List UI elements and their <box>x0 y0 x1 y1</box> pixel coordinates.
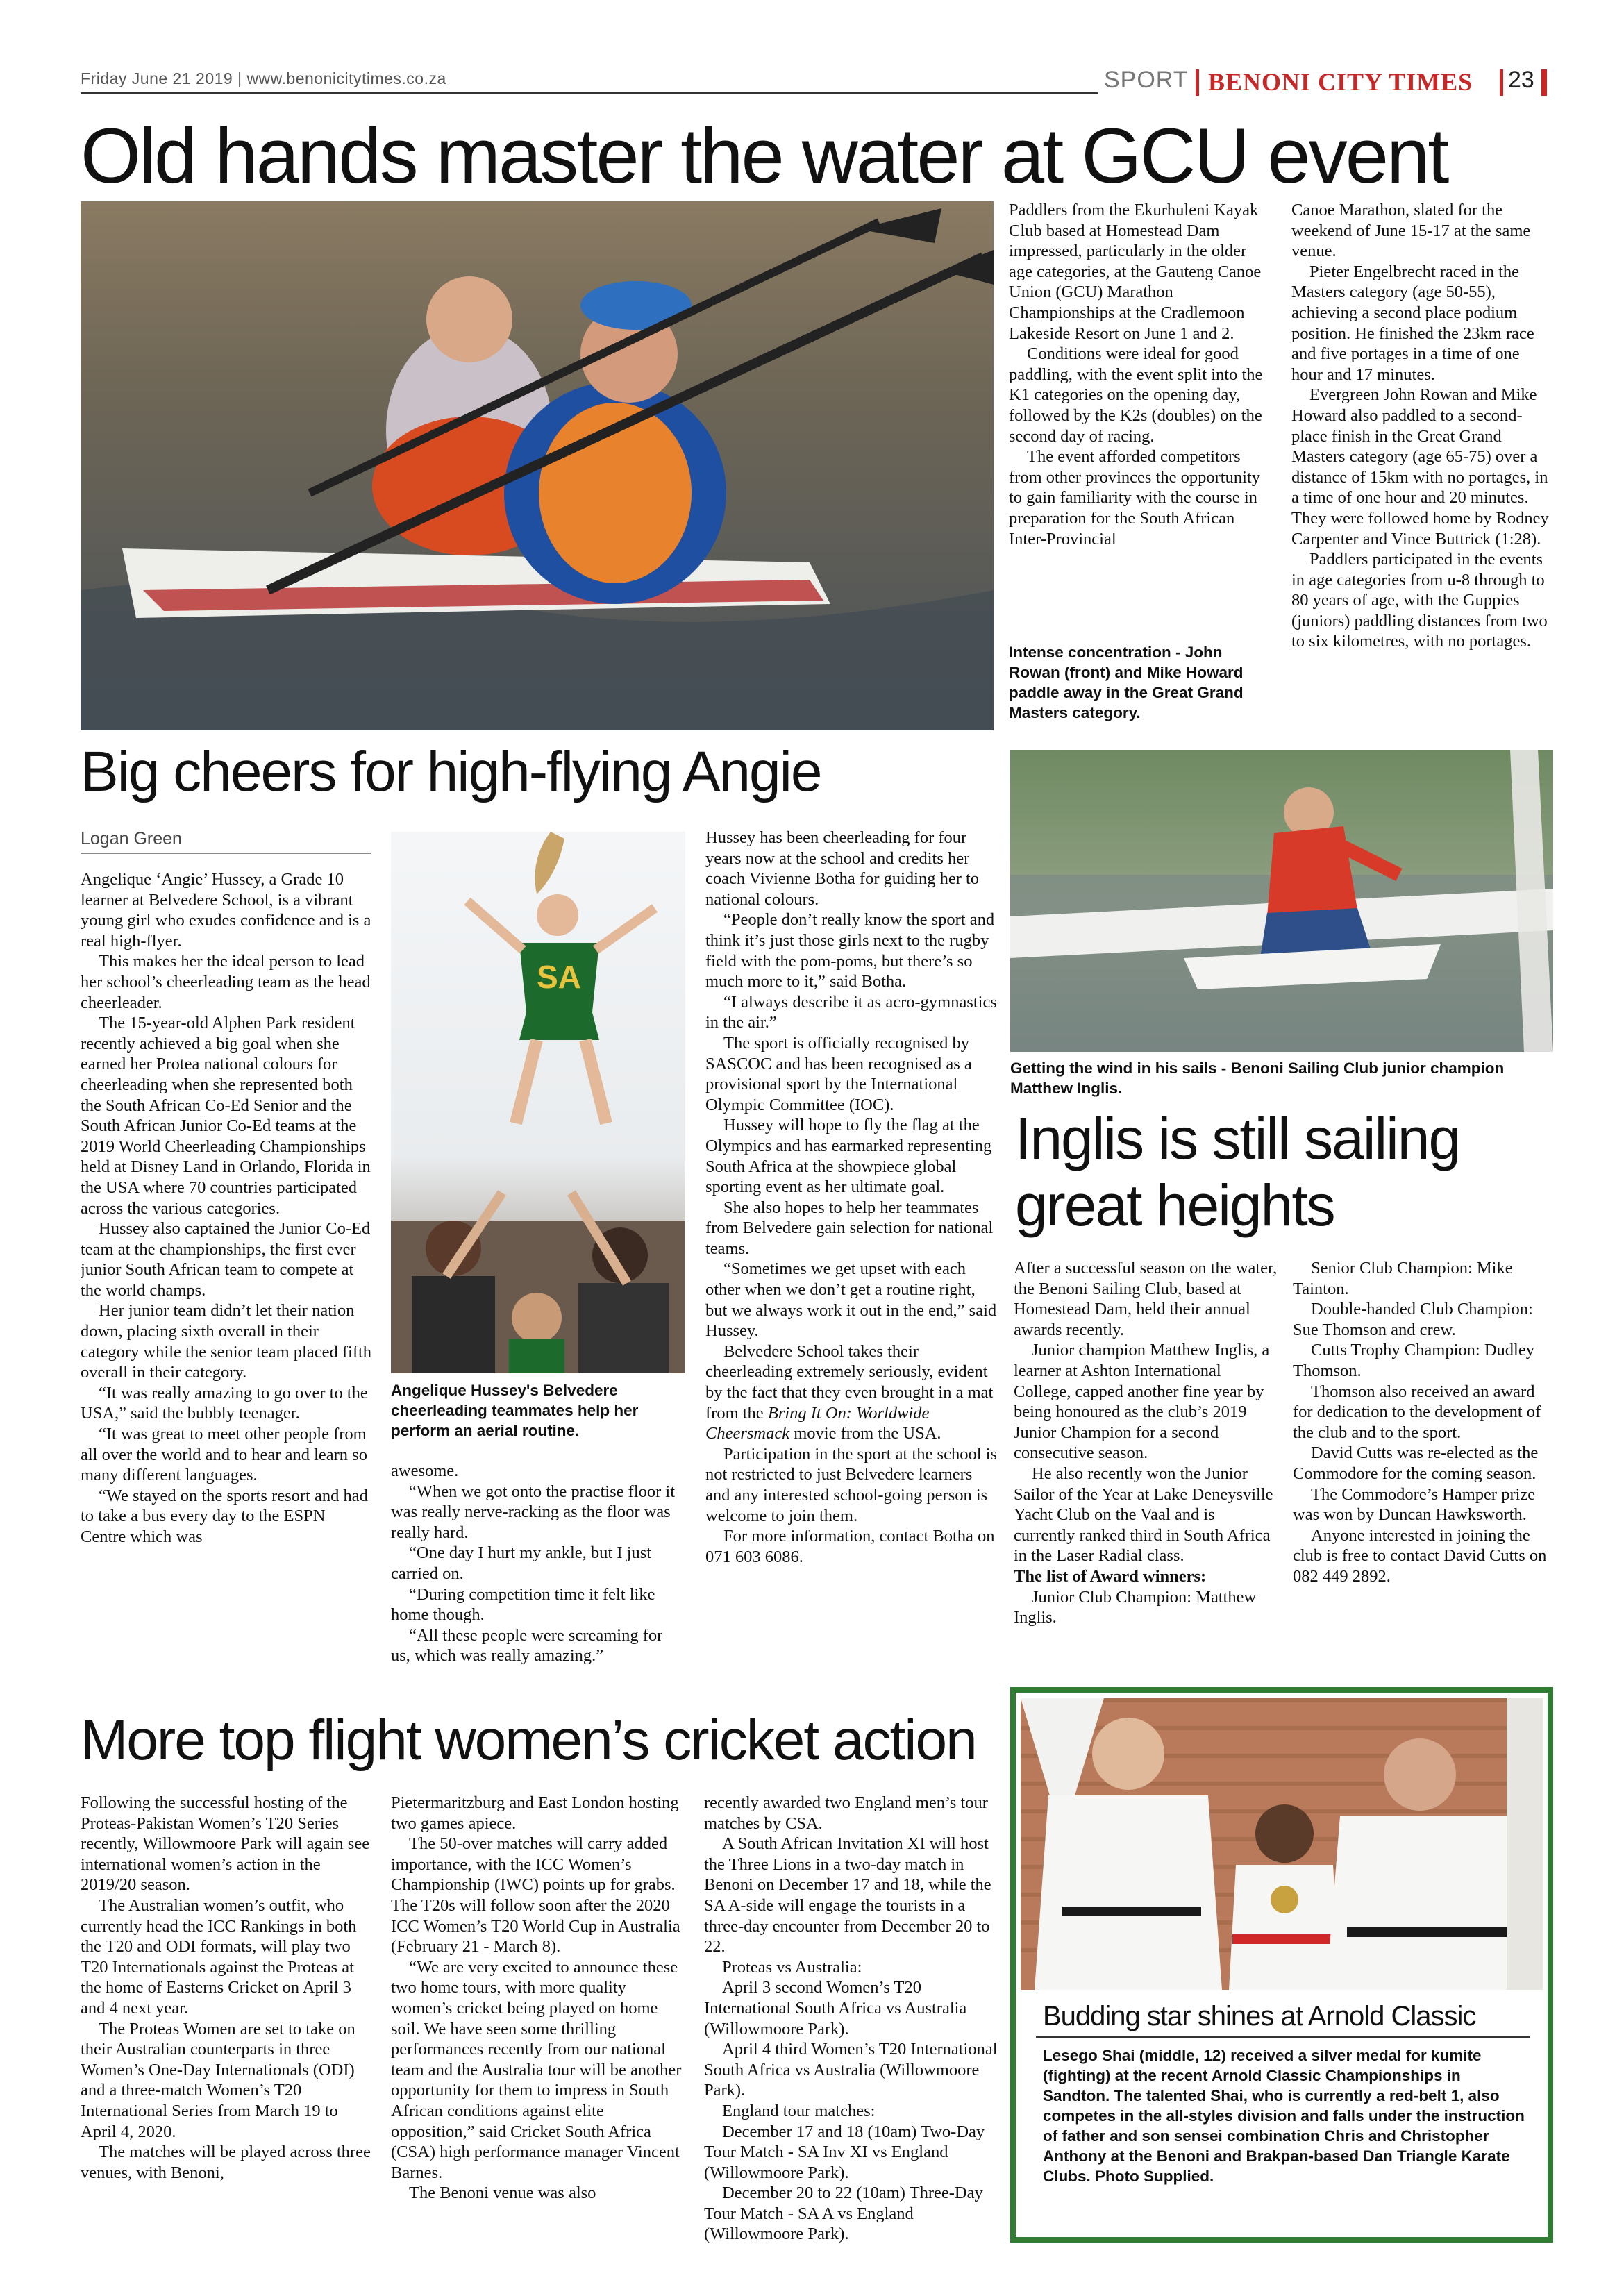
paragraph: “We are very excited to announce these two home tours, with more quality women’s cricket being played on home soil. We have seen some thrilling performances recently from our national team and the Australia tour will be another opportunity for them to impress in South African conditions against elite opposition,” said Cricket South Africa (CSA) high performance manager Vincent Barnes. <box>391 1957 682 2182</box>
cricket-column-1 <box>81 1793 372 2265</box>
paragraph: The 15-year-old Alphen Park resident recently achieved a big goal when she earned her Protea national colours for cheerleading when she represented both the South African Co-Ed Senior and the South African Junior Co-Ed teams at the 2019 World Cheerleading Championships held at Disney Land in Orlando, Florida in the USA where 70 countries participated across the various categories. <box>81 1014 371 1218</box>
inglis-column-1 <box>1014 1258 1278 1675</box>
paragraph: The Commodore’s Hamper prize was won by Duncan Hawksworth. <box>1293 1484 1536 1525</box>
paragraph: For more information, contact Botha on 071 603 6086. <box>705 1527 995 1566</box>
paragraph: “During competition time it felt like home though. <box>391 1584 655 1625</box>
paragraph-text: Belvedere School takes their cheerleading extremely seriously, evident by the fact that they even brought in a mat from the <box>705 1341 994 1423</box>
paragraph: Hussey has been cheerleading for four years now at the school and credits her coach Vivienne Botha for guiding her to national colours. <box>705 828 980 909</box>
paragraph: The 50-over matches will carry added importance, with the ICC Women’s Championship (IWC) points up for grabs. The T20s will follow soon after the 2020 ICC Women’s T20 World Cup in Australia (February 21 - March 8). <box>391 1834 680 1956</box>
angie-column-1 <box>81 869 372 1685</box>
byline: Logan Green <box>81 829 182 848</box>
canoe-column-2 <box>1291 200 1550 735</box>
paragraph: The Benoni venue was also <box>409 2184 596 2203</box>
header-paper-name: BENONI CITY TIMES <box>1208 68 1473 96</box>
paragraph: April 3 second Women’s T20 International South Africa vs Australia (Willowmoore Park). <box>704 1978 967 2038</box>
paragraph: England tour matches: <box>722 2101 876 2120</box>
paragraph: This makes her the ideal person to lead her school’s cheerleading team as the head cheerleader. <box>81 952 371 1012</box>
paragraph: Paddlers from the Ekurhuleni Kayak Club based at Homestead Dam impressed, particularly in the older age categories, at the Gauteng Canoe Union (GCU) Marathon Championships at the Cradlemoon Lakeside Resort on June 1 and 2. <box>1009 201 1262 343</box>
header-section: SPORT <box>1104 67 1189 93</box>
paragraph: Junior Club Champion: Matthew Inglis. <box>1014 1587 1257 1627</box>
paragraph: awesome. <box>391 1461 459 1480</box>
paragraph: “All these people were screaming for us, which was really amazing.” <box>391 1625 663 1666</box>
header-rule <box>81 92 1098 94</box>
inglis-headline: Inglis is still sailing great heights <box>1015 1106 1460 1238</box>
award-list-heading: The list of Award winners: <box>1014 1566 1207 1586</box>
paragraph: Angelique ‘Angie’ Hussey, a Grade 10 learner at Belvedere School, is a vibrant young girl who exudes confidence and is a real high-flyer. <box>81 870 371 950</box>
paragraph: Hussey will hope to fly the flag at the Olympics and has earmarked representing South Africa at the showpiece global sporting event as her ultimate goal. <box>705 1116 992 1197</box>
svg-text:SA: SA <box>537 959 581 995</box>
paragraph: Junior champion Matthew Inglis, a learner at Ashton International College, capped another fine year by being honoured as the club’s 2019 Junior Champion for a second consecutive season. <box>1014 1341 1270 1463</box>
paragraph: “When we got onto the practise floor it was really nerve-racking as the floor was really hard. <box>391 1482 676 1542</box>
karate-box-title: Budding star shines at Arnold Classic <box>1043 2001 1476 2031</box>
paragraph: “I always describe it as acro-gymnastics in the air.” <box>705 992 997 1032</box>
paragraph: David Cutts was re-elected as the Commodore for the coming season. <box>1293 1443 1539 1483</box>
paragraph: He also recently won the Junior Sailor of the Year at Lake Deneysville Yacht Club on the Vaal and is currently ranked third in South Africa in the Laser Radial class. <box>1014 1464 1273 1566</box>
header-date-url: Friday June 21 2019 | www.benonicitytimes.co.za <box>81 69 446 87</box>
paragraph: “It was great to meet other people from all over the world and to hear and learn so many different languages. <box>81 1425 367 1485</box>
karate-box-rule <box>1036 2036 1530 2038</box>
movie-title: Bring It On: Worldwide Cheersmack <box>705 1403 930 1443</box>
kayak-photo-caption: Intense concentration - John Rowan (front) and Mike Howard paddle away in the Great Grand Masters category. <box>1009 644 1244 721</box>
cricket-headline: More top flight women’s cricket action <box>81 1709 976 1772</box>
paragraph: Pietermaritzburg and East London hosting two games apiece. <box>391 1793 679 1833</box>
kayak-photo <box>81 201 994 730</box>
paragraph: Senior Club Champion: Mike Tainton. <box>1293 1259 1513 1298</box>
byline-rule <box>81 853 371 854</box>
paragraph: “People don’t really know the sport and think it’s just those girls next to the rugby field with the pom-poms, but there’s so much more to it,” said Botha. <box>705 910 995 991</box>
paragraph: “It was really amazing to go over to the USA,” said the bubbly teenager. <box>81 1383 368 1423</box>
sailing-photo <box>1010 750 1553 1052</box>
paragraph: Paddlers participated in the events in age categories from u-8 through to 80 years of age, with the Guppies (juniors) paddling distances from two to six kilometres, with no portages. <box>1291 550 1548 651</box>
paragraph: Double-handed Club Champion: Sue Thomson and crew. <box>1293 1300 1533 1339</box>
paragraph: The sport is officially recognised by SASCOC and has been recognised as a provisional sport by the International Olympic Committee (IOC). <box>705 1033 972 1114</box>
paragraph: Anyone interested in joining the club is free to contact David Cutts on 082 449 2892. <box>1293 1525 1547 1586</box>
sailing-photo-caption: Getting the wind in his sails - Benoni Sailing Club junior champion Matthew Inglis. <box>1010 1059 1505 1097</box>
cheerleading-photo-caption: Angelique Hussey's Belvedere cheerleading teammates help her perform an aerial routine. <box>391 1382 639 1439</box>
canoe-column-1 <box>1009 200 1270 610</box>
paragraph: A South African Invitation XI will host the Three Lions in a two-day match in Benoni on December 17 and 18, while the SA A-side will engage the tourists in a three-day encounter from December 20 to 22. <box>704 1834 991 1956</box>
paragraph: December 17 and 18 (10am) Two-Day Tour Match - SA Inv XI vs England (Willowmoore Park). <box>704 2122 985 2182</box>
paragraph: Participation in the sport at the school is not restricted to just Belvedere learners and any interested school-going person is welcome to join them. <box>705 1444 997 1525</box>
paragraph <box>705 1341 1000 1444</box>
cricket-column-3 <box>704 1793 999 2265</box>
paragraph: April 4 third Women’s T20 International South Africa vs Australia (Willowmoore Park). <box>704 2040 998 2100</box>
paragraph: Pieter Engelbrecht raced in the Masters category (age 50-55), achieving a second place podium position. He finished the 23km race and five portages in a time of one hour and 17 minutes. <box>1291 262 1534 384</box>
paragraph: December 20 to 22 (10am) Three-Day Tour Match - SA A vs England (Willowmoore Park). <box>704 2184 983 2244</box>
angie-headline: Big cheers for high-flying Angie <box>81 740 821 803</box>
paragraph: Cutts Trophy Champion: Dudley Thomson. <box>1293 1341 1534 1380</box>
paragraph: The Australian women’s outfit, who currently head the ICC Rankings in both the T20 and ODI formats, will play two T20 Internationals against the Proteas at the home of Easterns Cricket on April 3 and 4 next year. <box>81 1895 357 2018</box>
header-page-number: 23 <box>1508 67 1534 93</box>
canoe-headline: Old hands master the water at GCU event <box>81 112 1448 199</box>
paragraph: Evergreen John Rowan and Mike Howard also paddled to a second-place finish in the Great Grand Masters category (age 65-75) over a distance of 15km with no portages, in a time of one hour and 20 minutes. They were followed home by Rodney Carpenter and Vince Buttrick (1:28). <box>1291 385 1549 548</box>
paragraph: The event afforded competitors from other provinces the opportunity to gain familiarity with the course in preparation for the South African Inter-Provincial <box>1009 447 1260 548</box>
paragraph: “Sometimes we get upset with each other when we don’t get a routine right, but we always work it out in the end,” said Hussey. <box>705 1259 997 1341</box>
paragraph: Conditions were ideal for good paddling, with the event split into the K1 categories on the opening day, followed by the K2s (doubles) on the second day of racing. <box>1009 344 1263 446</box>
paragraph: Following the successful hosting of the Proteas-Pakistan Women’s T20 Series recently, Willowmoore Park will again see international women’s action in the 2019/20 season. <box>81 1793 370 1895</box>
paragraph: Canoe Marathon, slated for the weekend of June 15-17 at the same venue. <box>1291 201 1531 261</box>
cricket-column-2 <box>391 1793 686 2265</box>
paragraph: The Proteas Women are set to take on their Australian counterparts in three Women’s One-Day Internationals (ODI) and a three-match Women’s T20 International Series from March 19 to April 4, 2020. <box>81 2019 355 2141</box>
inglis-column-2 <box>1293 1258 1550 1675</box>
header-divider <box>1541 69 1547 96</box>
karate-photo-caption: Lesego Shai (middle, 12) received a silver medal for kumite (fighting) at the recent Arnold Classic Championships in Sandton. The talented Shai, who is currently a red-belt 1, also competes in the all-styles division and falls under the instruction of father and son sensei combination Chris and Christopher Anthony at the Benoni and Brakpan-based Dan Triangle Karate Clubs. Photo Supplied. <box>1043 2047 1525 2185</box>
paragraph: Hussey also captained the Junior Co-Ed team at the championships, the first ever junior South African team to compete at the world champs. <box>81 1219 371 1300</box>
header-divider <box>1500 69 1503 96</box>
paragraph: After a successful season on the water, the Benoni Sailing Club, based at Homestead Dam, held their annual awards recently. <box>1014 1259 1278 1339</box>
paragraph: recently awarded two England men’s tour matches by CSA. <box>704 1793 988 1833</box>
paragraph: “One day I hurt my ankle, but I just carried on. <box>391 1543 652 1583</box>
paragraph: The matches will be played across three venues, with Benoni, <box>81 2143 371 2182</box>
paragraph: Proteas vs Australia: <box>722 1957 862 1977</box>
paragraph: She also hopes to help her teammates from Belvedere gain selection for national teams. <box>705 1198 994 1258</box>
paragraph: Her junior team didn’t let their nation down, placing sixth overall in their category while the senior team placed fifth overall in their category. <box>81 1301 372 1382</box>
header-divider <box>1196 69 1199 96</box>
paragraph: Thomson also received an award for dedication to the development of the club and to the sport. <box>1293 1382 1541 1442</box>
karate-photo <box>1021 1698 1543 1990</box>
paragraph: “We stayed on the sports resort and had to take a bus every day to the ESPN Centre which was <box>81 1486 368 1546</box>
paragraph-text: movie from the USA. <box>789 1424 941 1443</box>
angie-column-3 <box>705 828 1000 1689</box>
cheerleading-photo <box>391 832 685 1373</box>
angie-column-2 <box>391 1461 686 1690</box>
